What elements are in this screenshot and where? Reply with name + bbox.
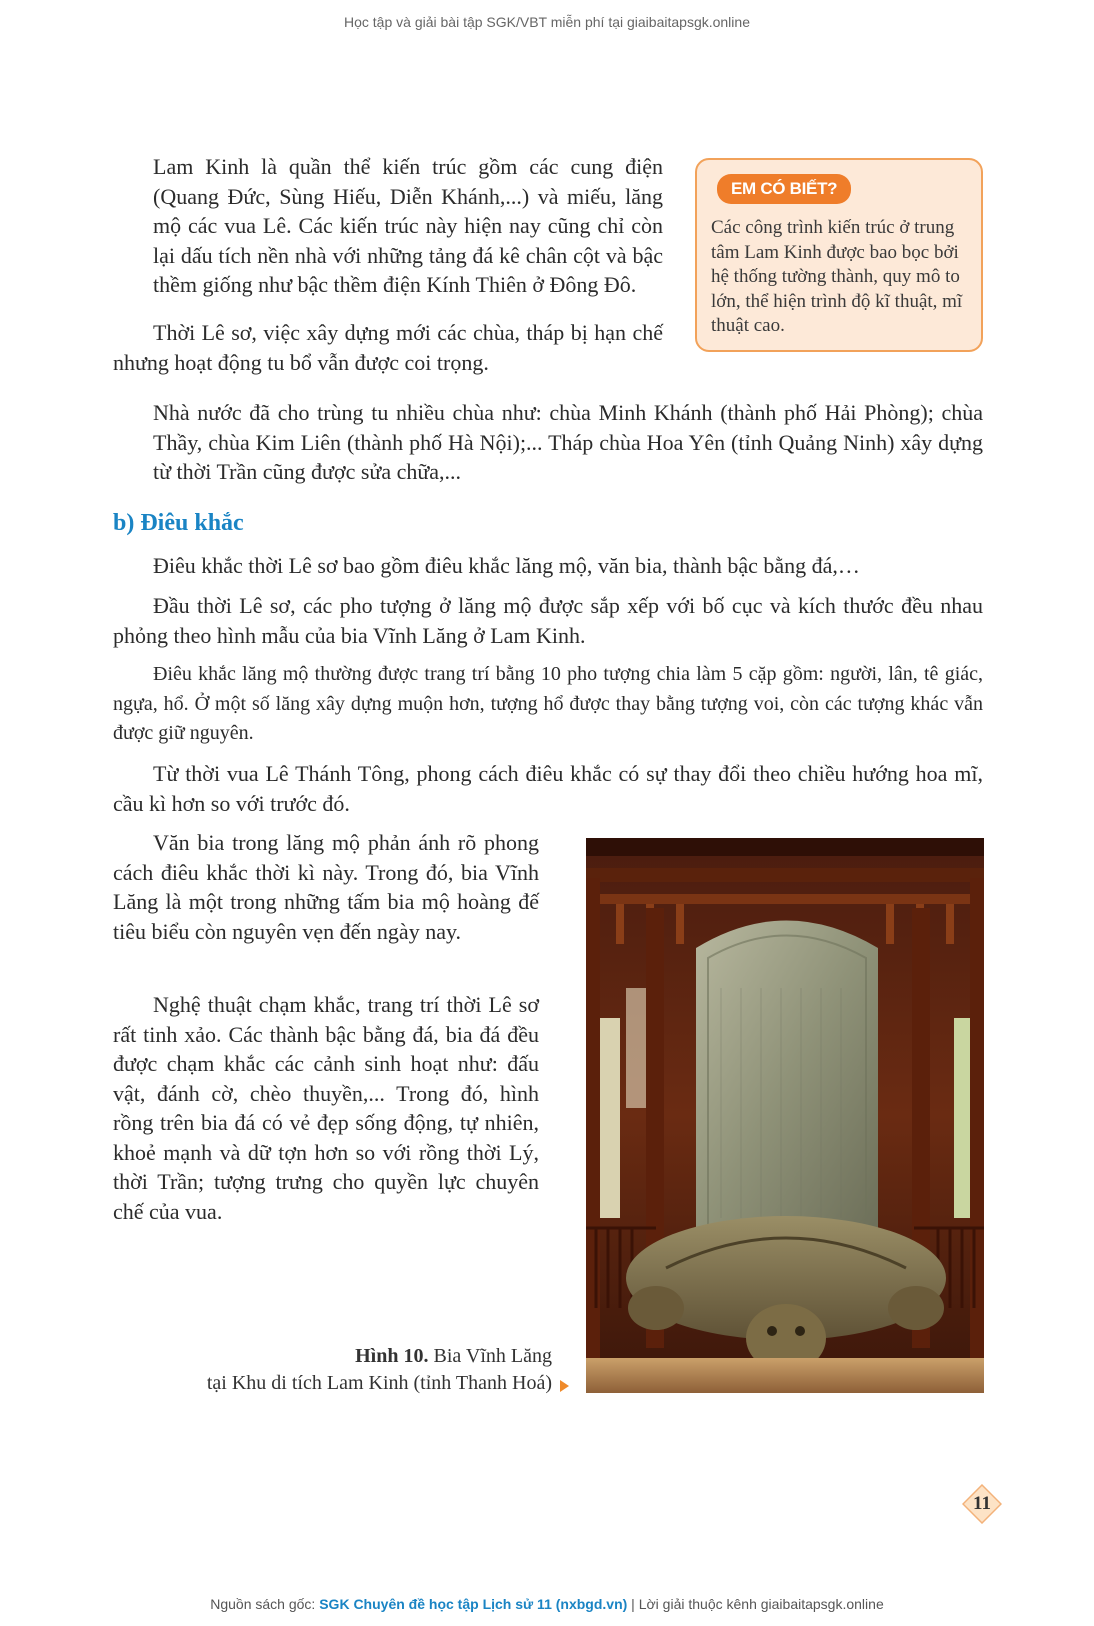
info-box bbox=[695, 158, 983, 352]
page-number: 11 bbox=[973, 1493, 991, 1514]
paragraph-cham-khac: Nghệ thuật chạm khắc, trang trí thời Lê sơ rất tinh xảo. Các thành bậc bằng đá, bia đá đều được chạm khắc các cảnh sinh hoạt như: đấu vật, đánh cờ, chèo thuyền,... Trong đó, hình rồng trên bia đá có vẻ đẹp sống động, tự nhiên, khoẻ mạnh và dữ tợn hơn so với rồng thời Lý, thời Trần; tượng trưng cho quyền lực chuyên chế của vua. bbox=[113, 992, 539, 1224]
top-header: Học tập và giải bài tập SGK/VBT miễn phí tại giaibaitapsgk.online bbox=[344, 14, 750, 30]
paragraph-tuong-lang-mo: Điêu khắc lăng mộ thường được trang trí bằng 10 pho tượng chia làm 5 cặp gồm: người, lân, tê giác, ngựa, hổ. Ở một số lăng xây dựng muộn hơn, tượng hổ được thay bằng tượng voi, còn các tượng khác vẫn được giữ nguyên. bbox=[113, 663, 983, 744]
paragraph-dau-thoi: Đầu thời Lê sơ, các pho tượng ở lăng mộ được sắp xếp với bố cục và kích thước đều nhau phỏng theo hình mẫu của bia Vĩnh Lăng ở Lam Kinh. bbox=[113, 593, 983, 648]
paragraph-dieu-khac-intro: Điêu khắc thời Lê sơ bao gồm điêu khắc lăng mộ, văn bia, thành bậc bằng đá,… bbox=[153, 553, 860, 578]
paragraph-chua-thap: Thời Lê sơ, việc xây dựng mới các chùa, tháp bị hạn chế nhưng hoạt động tu bổ vẫn được coi trọng. bbox=[113, 320, 663, 375]
info-text: Các công trình kiến trúc ở trung tâm Lam Kinh được bao bọc bởi hệ thống tường thành, quy mô to lớn, thể hiện trình độ kĩ thuật, mĩ thuật cao. bbox=[711, 217, 963, 336]
paragraph-le-thanh-tong: Từ thời vua Lê Thánh Tông, phong cách điêu khắc có sự thay đổi theo chiều hướng hoa mĩ, cầu kì hơn so với trước đó. bbox=[113, 761, 983, 816]
paragraph-lam-kinh: Lam Kinh là quần thể kiến trúc gồm các cung điện (Quang Đức, Sùng Hiếu, Diễn Khánh,...) và miếu, lăng mộ các vua Lê. Các kiến trúc này hiện nay cũng chỉ còn lại dấu tích nền nhà với những tảng đá kê chân cột và bậc thềm giống như bậc thềm điện Kính Thiên ở Đông Đô. bbox=[153, 154, 663, 297]
paragraph-trung-tu: Nhà nước đã cho trùng tu nhiều chùa như: chùa Minh Khánh (thành phố Hải Phòng); chùa Thầy, chùa Kim Liên (thành phố Hà Nội);... Tháp chùa Hoa Yên (tỉnh Quảng Ninh) xây dựng từ thời Trần cũng được sửa chữa,... bbox=[153, 400, 983, 484]
section-heading-dieu-khac: b) Điêu khắc bbox=[113, 510, 244, 536]
footer-suffix: | Lời giải thuộc kênh giaibaitapsgk.online bbox=[627, 1596, 884, 1612]
caption-arrow-icon bbox=[560, 1380, 569, 1392]
caption-line2: tại Khu di tích Lam Kinh (tỉnh Thanh Hoá) bbox=[206, 1372, 552, 1394]
caption-line1: Bia Vĩnh Lăng bbox=[428, 1345, 552, 1367]
footer bbox=[0, 1596, 1094, 1612]
footer-prefix: Nguồn sách gốc: bbox=[210, 1596, 320, 1612]
caption-label: Hình 10. bbox=[355, 1345, 429, 1367]
paragraph-van-bia: Văn bia trong lăng mộ phản ánh rõ phong cách điêu khắc thời kì này. Trong đó, bia Vĩnh Lăng là một trong những tấm bia mộ hoàng đế tiêu biểu còn nguyên vẹn đến ngày nay. bbox=[113, 830, 539, 944]
footer-source-link[interactable]: SGK Chuyên đề học tập Lịch sử 11 (nxbgd.vn) bbox=[319, 1596, 628, 1612]
info-badge: EM CÓ BIẾT? bbox=[717, 174, 851, 204]
photo-bia-vinh-lang bbox=[586, 838, 984, 1393]
figure-caption bbox=[150, 1343, 552, 1397]
